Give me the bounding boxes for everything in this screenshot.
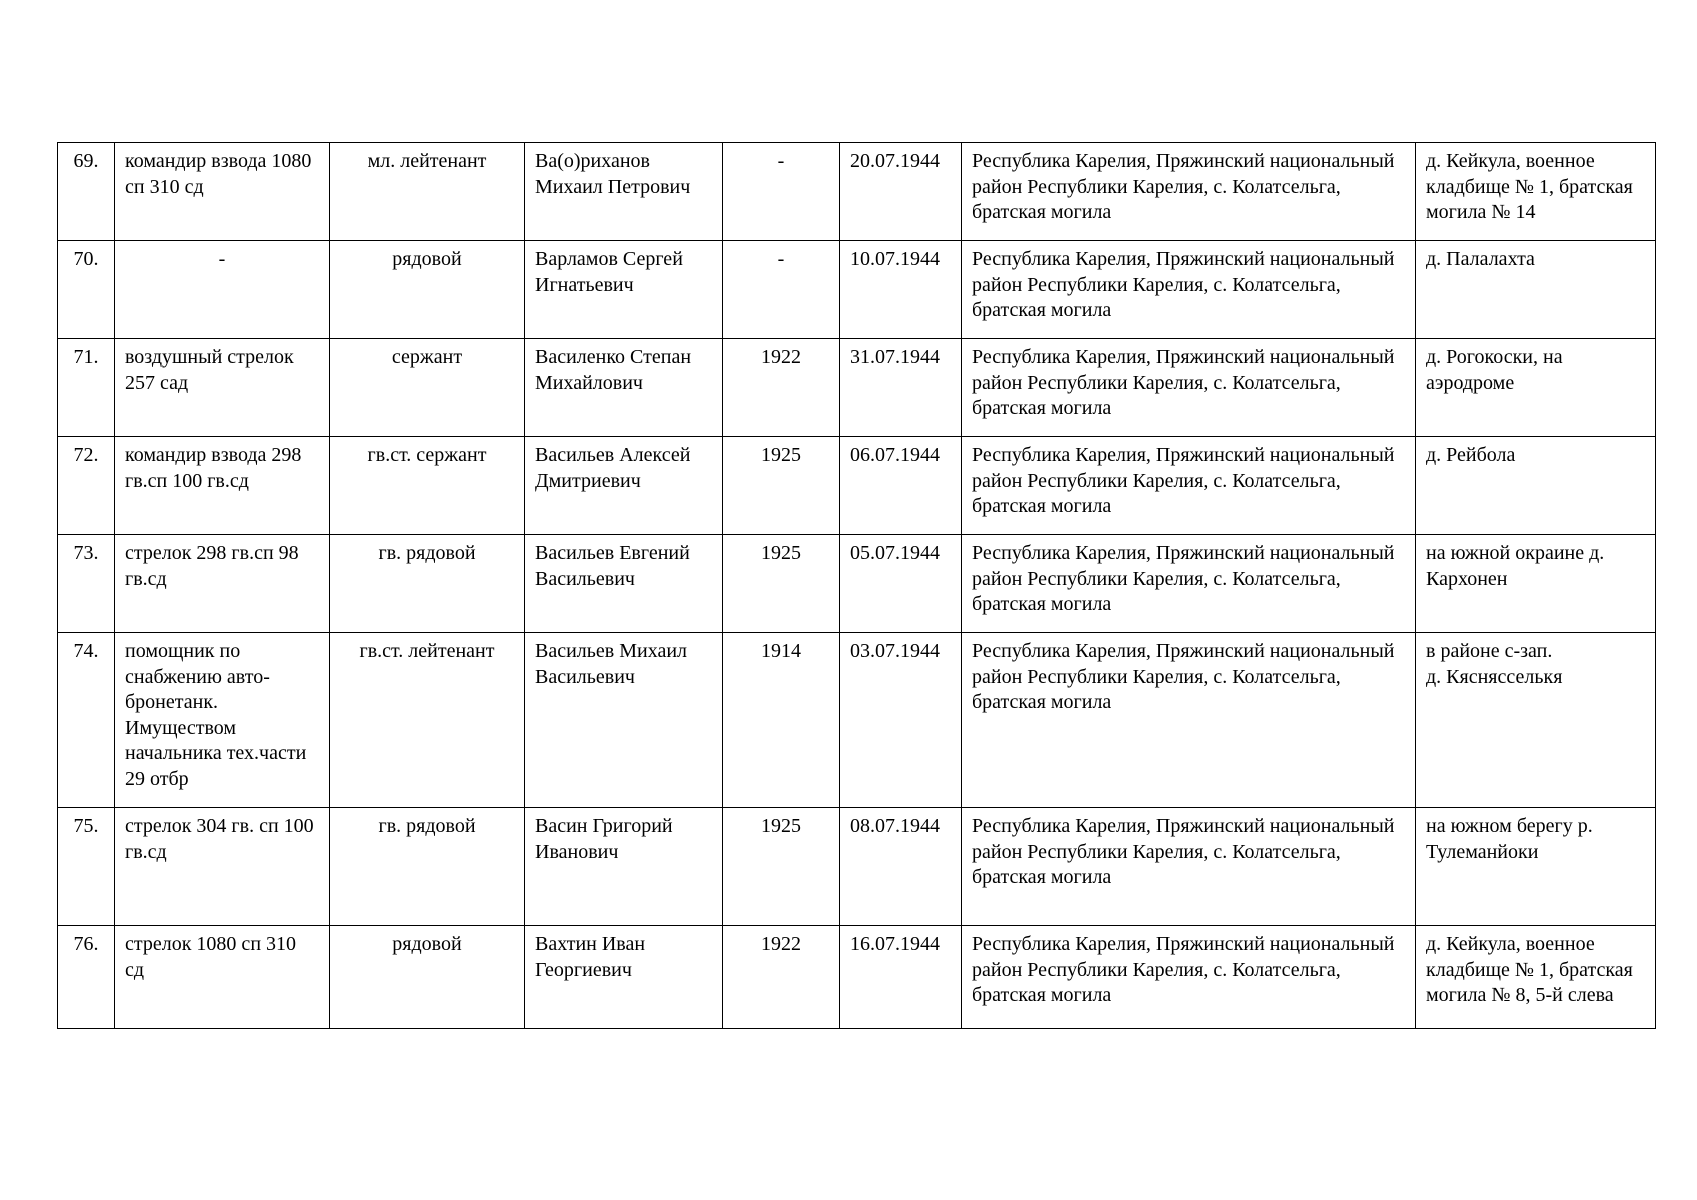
name-cell: Васильев Михаил Васильевич — [525, 633, 723, 808]
position-cell: стрелок 298 гв.сп 98 гв.сд — [115, 535, 330, 633]
birth-year-cell: 1925 — [723, 808, 840, 926]
death-date-cell: 10.07.1944 — [840, 241, 962, 339]
position-cell: стрелок 304 гв. сп 100 гв.сд — [115, 808, 330, 926]
death-date-cell: 05.07.1944 — [840, 535, 962, 633]
death-date-cell: 16.07.1944 — [840, 926, 962, 1029]
position-cell: командир взвода 298 гв.сп 100 гв.сд — [115, 437, 330, 535]
name-cell: Варламов Сергей Игнатьевич — [525, 241, 723, 339]
name-cell: Ва(о)риханов Михаил Петрович — [525, 143, 723, 241]
name-cell: Вахтин Иван Георгиевич — [525, 926, 723, 1029]
table-row — [58, 535, 1656, 633]
birth-year-cell: 1925 — [723, 535, 840, 633]
primary-burial-cell: на южной окраине д. Кархонен — [1416, 535, 1656, 633]
primary-burial-cell: на южном берегу р. Тулеманйоки — [1416, 808, 1656, 926]
burial-place-cell: Республика Карелия, Пряжинский национальный район Республики Карелия, с. Колатсельга, братская могила — [962, 633, 1416, 808]
table-row — [58, 339, 1656, 437]
birth-year-cell: 1922 — [723, 339, 840, 437]
rank-cell: гв.ст. сержант — [330, 437, 525, 535]
birth-year-cell: 1914 — [723, 633, 840, 808]
primary-burial-cell: д. Палалахта — [1416, 241, 1656, 339]
name-cell: Васильев Евгений Васильевич — [525, 535, 723, 633]
table-row — [58, 808, 1656, 926]
rank-cell: рядовой — [330, 926, 525, 1029]
primary-burial-cell: д. Рогокоски, на аэродроме — [1416, 339, 1656, 437]
row-number: 76. — [58, 926, 115, 1029]
death-date-cell: 03.07.1944 — [840, 633, 962, 808]
death-date-cell: 20.07.1944 — [840, 143, 962, 241]
burial-place-cell: Республика Карелия, Пряжинский национальный район Республики Карелия, с. Колатсельга, братская могила — [962, 339, 1416, 437]
death-date-cell: 31.07.1944 — [840, 339, 962, 437]
document-page — [57, 142, 1655, 1029]
row-number: 71. — [58, 339, 115, 437]
rank-cell: гв. рядовой — [330, 808, 525, 926]
rank-cell: рядовой — [330, 241, 525, 339]
primary-burial-cell: д. Кейкула, военное кладбище № 1, братская могила № 14 — [1416, 143, 1656, 241]
position-cell: стрелок 1080 сп 310 сд — [115, 926, 330, 1029]
row-number: 69. — [58, 143, 115, 241]
row-number: 74. — [58, 633, 115, 808]
row-number: 72. — [58, 437, 115, 535]
burial-place-cell: Республика Карелия, Пряжинский национальный район Республики Карелия, с. Колатсельга, братская могила — [962, 926, 1416, 1029]
position-cell: воздушный стрелок 257 сад — [115, 339, 330, 437]
row-number: 75. — [58, 808, 115, 926]
table-row — [58, 926, 1656, 1029]
burial-place-cell: Республика Карелия, Пряжинский национальный район Республики Карелия, с. Колатсельга, братская могила — [962, 437, 1416, 535]
row-number: 70. — [58, 241, 115, 339]
burial-registry-table — [57, 142, 1656, 1029]
burial-place-cell: Республика Карелия, Пряжинский национальный район Республики Карелия, с. Колатсельга, братская могила — [962, 241, 1416, 339]
rank-cell: гв.ст. лейтенант — [330, 633, 525, 808]
position-cell: - — [115, 241, 330, 339]
table-row — [58, 437, 1656, 535]
burial-place-cell: Республика Карелия, Пряжинский национальный район Республики Карелия, с. Колатсельга, братская могила — [962, 808, 1416, 926]
row-number: 73. — [58, 535, 115, 633]
burial-place-cell: Республика Карелия, Пряжинский национальный район Республики Карелия, с. Колатсельга, братская могила — [962, 535, 1416, 633]
rank-cell: гв. рядовой — [330, 535, 525, 633]
birth-year-cell: - — [723, 143, 840, 241]
death-date-cell: 06.07.1944 — [840, 437, 962, 535]
rank-cell: сержант — [330, 339, 525, 437]
primary-burial-cell: в районе с-зап. д. Кяснясселькя — [1416, 633, 1656, 808]
table-row — [58, 633, 1656, 808]
primary-burial-cell: д. Рейбола — [1416, 437, 1656, 535]
name-cell: Васильев Алексей Дмитриевич — [525, 437, 723, 535]
birth-year-cell: 1922 — [723, 926, 840, 1029]
position-cell: командир взвода 1080 сп 310 сд — [115, 143, 330, 241]
name-cell: Василенко Степан Михайлович — [525, 339, 723, 437]
birth-year-cell: - — [723, 241, 840, 339]
position-cell: помощник по снабжению авто-бронетанк. Имуществом начальника тех.части 29 отбр — [115, 633, 330, 808]
burial-place-cell: Республика Карелия, Пряжинский национальный район Республики Карелия, с. Колатсельга, братская могила — [962, 143, 1416, 241]
table-row — [58, 143, 1656, 241]
table-row — [58, 241, 1656, 339]
rank-cell: мл. лейтенант — [330, 143, 525, 241]
birth-year-cell: 1925 — [723, 437, 840, 535]
name-cell: Васин Григорий Иванович — [525, 808, 723, 926]
death-date-cell: 08.07.1944 — [840, 808, 962, 926]
primary-burial-cell: д. Кейкула, военное кладбище № 1, братская могила № 8, 5-й слева — [1416, 926, 1656, 1029]
